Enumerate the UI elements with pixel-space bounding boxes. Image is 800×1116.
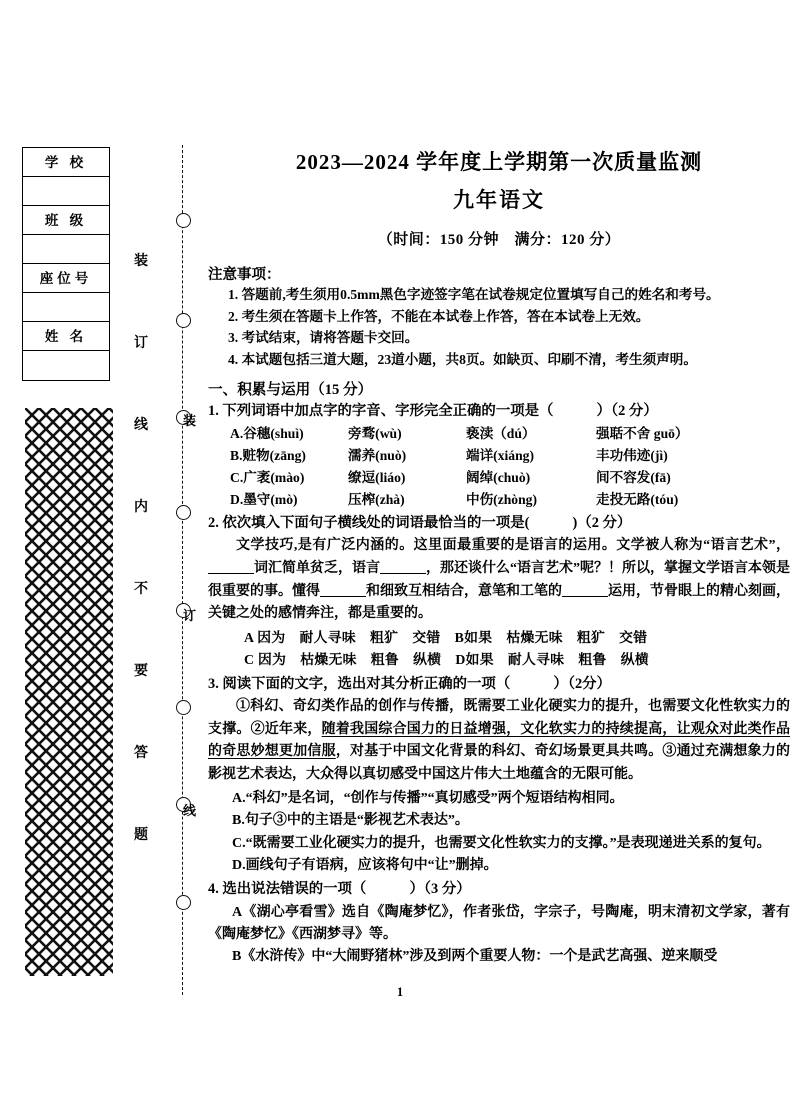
subject-title: 九年语文 bbox=[453, 188, 545, 212]
seal-char-2: 线 bbox=[134, 418, 148, 433]
seal-char-6: 答 bbox=[134, 746, 148, 761]
question-1-stem: 1. 下列词语中加点字的字音、字形完全正确的一项是（ ）（2 分） bbox=[208, 402, 658, 419]
q2-blank-4[interactable] bbox=[562, 596, 608, 597]
seal-char-4: 不 bbox=[134, 582, 148, 597]
seal-char-7: 题 bbox=[134, 828, 148, 843]
q3-passage-underlined: 随着我国综合国力的日益增强，文化软实力的持续提高，让观众对此类作品的奇思妙想更加信服 bbox=[208, 721, 791, 760]
q1-option-b-cell-1[interactable]: B.赃物(zāng) bbox=[230, 447, 306, 463]
exam-body bbox=[208, 140, 790, 969]
page-number: 1 bbox=[396, 985, 404, 999]
seal-circle-8 bbox=[176, 895, 191, 910]
seal-char-0: 装 bbox=[134, 254, 148, 269]
q1-option-d-cell-4[interactable]: 走投无路(tóu) bbox=[596, 492, 679, 507]
notice-item-3: 3. 考试结束，请将答题卡交回。 bbox=[228, 330, 419, 346]
question-2-choice-ab[interactable]: A 因为 耐人寻味 粗犷 交错 B如果 枯燥无味 粗犷 交错 bbox=[244, 630, 648, 646]
question-4-stem: 4. 选出说法错误的一项（ ）（3 分） bbox=[208, 881, 471, 898]
q3-passage-part-1: ①科幻、奇幻类作品的创作与传播，既需要工业化硬实力的提升，也需要文化性软实力的支撑。②近年来， bbox=[208, 699, 790, 737]
q2-passage-part-3: ，那还谈什么“语言艺术”呢？！所以，掌握文学语言本领是很重要的事。懂得 bbox=[208, 561, 790, 599]
question-3-passage bbox=[208, 696, 790, 787]
q1-option-d-cell-1[interactable]: D.墨守(mò) bbox=[230, 492, 298, 507]
seal-line-char-1: 订 bbox=[183, 608, 197, 623]
seal-char-1: 订 bbox=[134, 336, 148, 351]
diamond-hatch-pattern bbox=[25, 408, 113, 976]
notice-heading: 注意事项： bbox=[208, 267, 281, 283]
seal-line-char-0: 装 bbox=[183, 413, 197, 428]
question-1-options bbox=[230, 423, 790, 511]
q1-option-c-cell-2[interactable]: 缭逗(liáo) bbox=[348, 469, 406, 485]
question-3-stem: 3. 阅读下面的文字，选出对其分析正确的一项（ ）（2分） bbox=[208, 675, 611, 692]
notice-item-1: 1. 答题前,考生须用0.5mm黑色字迹签字笔在试卷规定位置填写自己的姓名和考号。 bbox=[228, 287, 720, 302]
question-4-option-b[interactable]: B《水浒传》中“大闹野猪林”涉及到两个重要人物：一个是武艺高强、逆来顺受 bbox=[232, 949, 718, 965]
seal-circle-6 bbox=[176, 700, 191, 715]
q2-passage-part-2: 词汇简单贫乏，语言 bbox=[254, 561, 380, 577]
q1-option-a-cell-3[interactable]: 亵渎（dú） bbox=[466, 425, 536, 441]
q1-option-c-cell-3[interactable]: 阔绰(chuò) bbox=[466, 469, 531, 485]
q1-option-c-cell-1[interactable]: C.广袤(mào) bbox=[230, 469, 305, 485]
seal-char-3: 内 bbox=[134, 500, 148, 515]
info-row-name-blank[interactable] bbox=[23, 351, 109, 380]
seal-char-5: 要 bbox=[134, 664, 148, 679]
question-3-option-d[interactable]: D.画线句子有语病，应该将句中“让”删掉。 bbox=[232, 857, 498, 873]
hatch-svg bbox=[25, 408, 113, 976]
q1-option-b-cell-2[interactable]: 濡养(nuò) bbox=[348, 447, 407, 463]
question-3-option-c[interactable]: C.“既需要工业化硬实力的提升，也需要文化性软实力的支撑。”是表现递进关系的复句。 bbox=[232, 835, 771, 851]
info-row-class-blank[interactable] bbox=[23, 235, 109, 264]
info-row-class-label: 班 级 bbox=[23, 206, 109, 235]
time-and-score: （时间：150 分钟 满分：120 分） bbox=[377, 232, 621, 248]
q1-option-d-cell-3[interactable]: 中伤(zhòng) bbox=[466, 492, 537, 507]
seal-circle-1 bbox=[176, 213, 191, 228]
question-3-option-b[interactable]: B.句子③中的主语是“影视艺术表达”。 bbox=[232, 813, 469, 829]
q2-blank-3[interactable] bbox=[320, 596, 366, 597]
seal-circle-2 bbox=[176, 313, 191, 328]
q2-passage-part-4: 和细致互相结合，意笔和工笔的 bbox=[366, 583, 562, 599]
info-row-seat-blank[interactable] bbox=[23, 293, 109, 322]
question-3-option-a[interactable]: A.“科幻”是名词，“创作与传播”“真切感受”两个短语结构相同。 bbox=[232, 790, 624, 806]
q2-blank-2[interactable] bbox=[380, 573, 426, 574]
question-4-option-a[interactable]: A《湖心亭看雪》选自《陶庵梦忆》，作者张岱，字宗子，号陶庵，明末清初文学家，著有《陶庵梦忆》《西湖梦寻》等。 bbox=[208, 904, 790, 943]
question-2-passage bbox=[208, 535, 790, 626]
q1-option-c-cell-4[interactable]: 间不容发(fā) bbox=[596, 469, 671, 485]
seal-circle-4 bbox=[176, 505, 191, 520]
section-one-heading: 一、积累与运用（15 分） bbox=[208, 381, 373, 398]
q1-option-b-cell-3[interactable]: 端详(xiáng) bbox=[466, 447, 534, 463]
q2-passage-part-5: 运用，节骨眼上的精心刻画，关键之处的感情奔注，都是重要的。 bbox=[208, 583, 790, 622]
notice-item-2: 2. 考生须在答题卡上作答，不能在本试卷上作答，答在本试卷上无效。 bbox=[228, 308, 650, 324]
q1-option-a-cell-4[interactable]: 强聒不舍 guō） bbox=[596, 425, 689, 441]
question-2-stem: 2. 依次填入下面句子横线处的词语最恰当的一项是( )（2 分） bbox=[208, 515, 632, 532]
notice-item-4: 4. 本试题包括三道大题，23道小题，共8页。如缺页、印刷不清，考生须声明。 bbox=[228, 351, 697, 367]
info-row-seat-label: 座位号 bbox=[23, 264, 109, 293]
q1-option-a-cell-1[interactable]: A.谷穗(shuì) bbox=[230, 425, 304, 441]
q1-option-b-cell-4[interactable]: 丰功伟迹(jì) bbox=[596, 447, 668, 463]
info-row-school-label: 学 校 bbox=[23, 148, 109, 177]
info-row-school-blank[interactable] bbox=[23, 177, 109, 206]
q2-passage-part-1: 文学技巧,是有广泛内涵的。这里面最重要的是语言的运用。文学被人称为“语言艺术”， bbox=[236, 538, 790, 554]
info-row-name-label: 姓 名 bbox=[23, 322, 109, 351]
student-info-box bbox=[22, 147, 110, 381]
q3-passage-part-2: ，对基于中国文化背景的科幻、奇幻场景更具共鸣。③通过充满想象力的影视艺术表达，大众得以真切感受中国这片伟大土地蕴含的无限可能。 bbox=[208, 744, 791, 783]
question-2-choice-cd[interactable]: C 因为 枯燥无味 粗鲁 纵横 D如果 耐人寻味 粗鲁 纵横 bbox=[244, 652, 649, 668]
seal-vertical-text bbox=[130, 250, 152, 844]
q2-blank-1[interactable] bbox=[208, 573, 254, 574]
q1-option-d-cell-2[interactable]: 压榨(zhà) bbox=[348, 492, 405, 507]
q1-option-a-cell-2[interactable]: 旁骛(wù) bbox=[348, 425, 402, 441]
dashed-line bbox=[182, 145, 183, 995]
page-title: 2023—2024 学年度上学期第一次质量监测 bbox=[295, 150, 703, 174]
sealing-dashed-line bbox=[168, 145, 198, 995]
seal-line-char-2: 线 bbox=[183, 803, 197, 818]
